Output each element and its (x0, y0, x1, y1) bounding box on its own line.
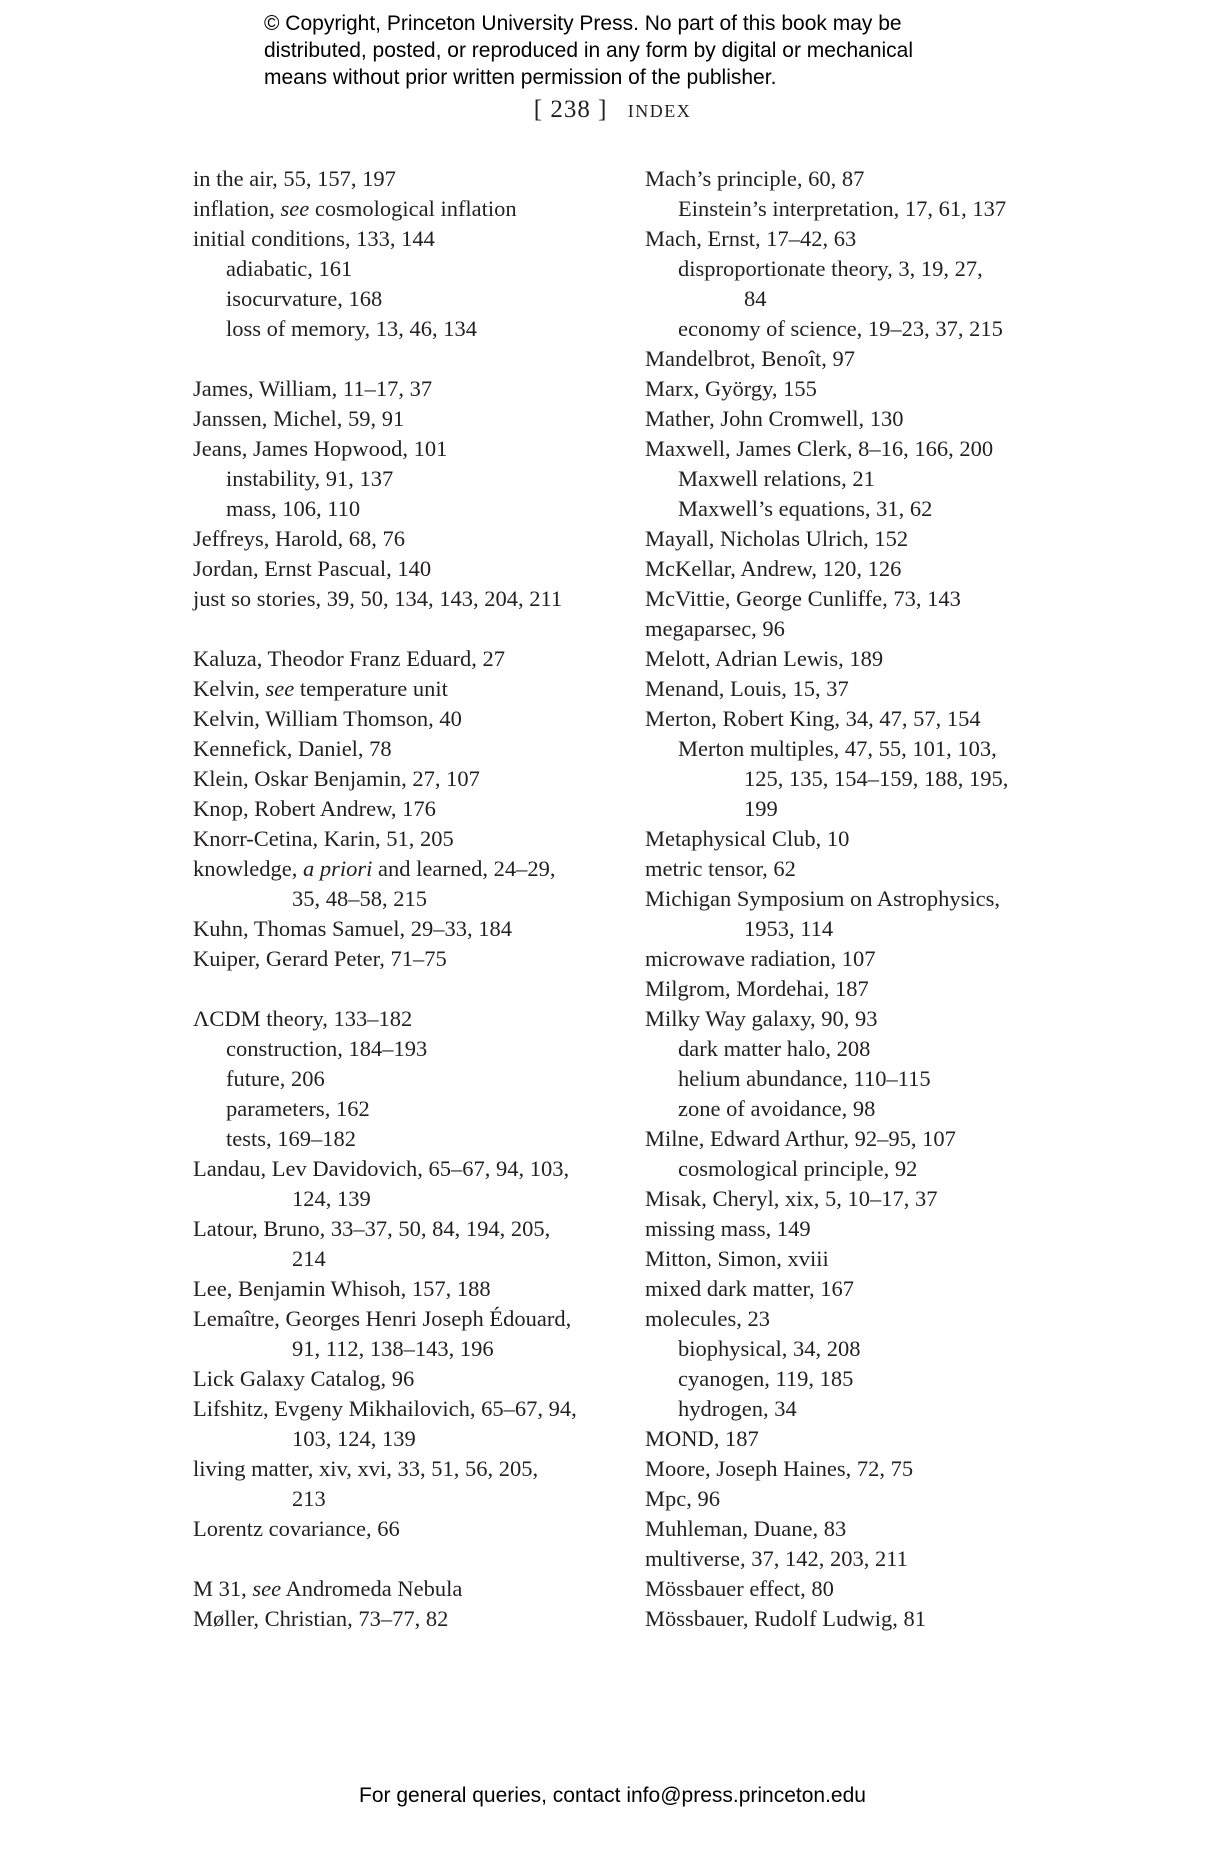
index-subentry: Einstein’s interpretation, 17, 61, 137 (678, 196, 1007, 221)
index-entry: Lorentz covariance, 66 (193, 1516, 400, 1541)
index-entry-continuation: 91, 112, 138–143, 196 (292, 1336, 494, 1361)
entry-text: temperature unit (294, 676, 448, 701)
index-subentry: biophysical, 34, 208 (678, 1336, 861, 1361)
index-entry: initial conditions, 133, 144 (193, 226, 435, 251)
index-subentry: Maxwell’s equations, 31, 62 (678, 496, 933, 521)
index-entry: Mach, Ernst, 17–42, 63 (645, 226, 857, 251)
index-entry: Knop, Robert Andrew, 176 (193, 796, 436, 821)
index-subentry: disproportionate theory, 3, 19, 27, (678, 256, 983, 281)
index-entry: Milne, Edward Arthur, 92–95, 107 (645, 1126, 956, 1151)
index-entry (193, 854, 613, 884)
index-entry (193, 194, 613, 224)
index-entry: McVittie, George Cunliffe, 73, 143 (645, 586, 961, 611)
index-entry: Muhleman, Duane, 83 (645, 1516, 847, 1541)
index-entry: microwave radiation, 107 (645, 946, 876, 971)
index-entry-continuation: 103, 124, 139 (292, 1426, 416, 1451)
index-entry: Melott, Adrian Lewis, 189 (645, 646, 884, 671)
index-entry: Kennefick, Daniel, 78 (193, 736, 392, 761)
index-entry: ΛCDM theory, 133–182 (193, 1006, 413, 1031)
index-entry: Kelvin, William Thomson, 40 (193, 706, 462, 731)
index-entry: Kuhn, Thomas Samuel, 29–33, 184 (193, 916, 512, 941)
index-entry-continuation: 1953, 114 (744, 916, 834, 941)
index-entry: Marx, György, 155 (645, 376, 817, 401)
entry-text: inflation, (193, 196, 281, 221)
index-subentry: instability, 91, 137 (226, 466, 394, 491)
index-entry: Menand, Louis, 15, 37 (645, 676, 849, 701)
index-entry: Lifshitz, Evgeny Mikhailovich, 65–67, 94, (193, 1396, 577, 1421)
index-subentry: zone of avoidance, 98 (678, 1096, 876, 1121)
index-entry-continuation: 84 (744, 286, 767, 311)
index-entry: Misak, Cheryl, xix, 5, 10–17, 37 (645, 1186, 938, 1211)
index-entry-continuation: 199 (744, 796, 778, 821)
index-subentry: construction, 184–193 (226, 1036, 428, 1061)
copyright-line: distributed, posted, or reproduced in any form by digital or mechanical (264, 39, 914, 62)
index-entry: Mather, John Cromwell, 130 (645, 406, 904, 431)
index-entry: Janssen, Michel, 59, 91 (193, 406, 405, 431)
index-subentry: parameters, 162 (226, 1096, 370, 1121)
section-title: index (627, 96, 692, 123)
index-entry: Lee, Benjamin Whisoh, 157, 188 (193, 1276, 491, 1301)
index-entry: multiverse, 37, 142, 203, 211 (645, 1546, 908, 1571)
entry-text: Kelvin, (193, 676, 266, 701)
index-subentry: economy of science, 19–23, 37, 215 (678, 316, 1003, 341)
index-entry: Michigan Symposium on Astrophysics, (645, 886, 1001, 911)
index-entry (193, 1574, 613, 1604)
index-entry: Mpc, 96 (645, 1486, 720, 1511)
index-entry-continuation: 125, 135, 154–159, 188, 195, (744, 766, 1009, 791)
index-entry: Jordan, Ernst Pascual, 140 (193, 556, 432, 581)
index-entry: Maxwell, James Clerk, 8–16, 166, 200 (645, 436, 994, 461)
index-entry: Mandelbrot, Benoît, 97 (645, 346, 855, 371)
index-entry-continuation: 214 (292, 1246, 326, 1271)
index-subentry: mass, 106, 110 (226, 496, 361, 521)
index-entry: megaparsec, 96 (645, 616, 785, 641)
index-entry: Milgrom, Mordehai, 187 (645, 976, 869, 1001)
running-head (0, 96, 1225, 124)
page-number: [ 238 ] (533, 96, 608, 123)
index-entry: Moore, Joseph Haines, 72, 75 (645, 1456, 914, 1481)
index-entry: Kuiper, Gerard Peter, 71–75 (193, 946, 447, 971)
index-entry: McKellar, Andrew, 120, 126 (645, 556, 902, 581)
index-entry: missing mass, 149 (645, 1216, 811, 1241)
index-subentry: cosmological principle, 92 (678, 1156, 918, 1181)
index-entry: Mössbauer effect, 80 (645, 1576, 834, 1601)
index-entry: Lemaître, Georges Henri Joseph Édouard, (193, 1306, 572, 1331)
entry-text: knowledge, (193, 856, 303, 881)
index-subentry: cyanogen, 119, 185 (678, 1366, 854, 1391)
copyright-notice (264, 10, 1024, 91)
index-entry (193, 674, 613, 704)
index-subentry: Merton multiples, 47, 55, 101, 103, (678, 736, 997, 761)
index-subentry: helium abundance, 110–115 (678, 1066, 931, 1091)
index-entry: MOND, 187 (645, 1426, 759, 1451)
index-entry-continuation: 35, 48–58, 215 (292, 886, 427, 911)
index-entry: just so stories, 39, 50, 134, 143, 204, 211 (193, 586, 563, 611)
index-entry: mixed dark matter, 167 (645, 1276, 855, 1301)
index-entry: Mössbauer, Rudolf Ludwig, 81 (645, 1606, 926, 1631)
entry-emphasis: see (252, 1576, 282, 1601)
index-subentry: dark matter halo, 208 (678, 1036, 871, 1061)
footer-contact: For general queries, contact info@press.princeton.edu (359, 1784, 866, 1807)
index-entry: Milky Way galaxy, 90, 93 (645, 1006, 878, 1031)
copyright-line: © Copyright, Princeton University Press. No part of this book may be (264, 12, 902, 35)
entry-text: and learned, 24–29, (372, 856, 556, 881)
index-entry: Lick Galaxy Catalog, 96 (193, 1366, 415, 1391)
entry-text: cosmological inflation (309, 196, 517, 221)
index-entry: Metaphysical Club, 10 (645, 826, 850, 851)
index-subentry: Maxwell relations, 21 (678, 466, 875, 491)
entry-text: Andromeda Nebula (281, 1576, 463, 1601)
index-entry: living matter, xiv, xvi, 33, 51, 56, 205, (193, 1456, 539, 1481)
index-entry: Mitton, Simon, xviii (645, 1246, 829, 1271)
index-entry: Latour, Bruno, 33–37, 50, 84, 194, 205, (193, 1216, 551, 1241)
index-entry: Møller, Christian, 73–77, 82 (193, 1606, 449, 1631)
index-subentry: tests, 169–182 (226, 1126, 357, 1151)
index-entry: James, William, 11–17, 37 (193, 376, 433, 401)
index-entry: Kaluza, Theodor Franz Eduard, 27 (193, 646, 505, 671)
index-entry: molecules, 23 (645, 1306, 770, 1331)
entry-emphasis: a priori (302, 856, 373, 881)
index-entry: Mach’s principle, 60, 87 (645, 166, 865, 191)
entry-emphasis: see (280, 196, 310, 221)
index-entry: metric tensor, 62 (645, 856, 796, 881)
index-subentry: isocurvature, 168 (226, 286, 383, 311)
index-entry-continuation: 124, 139 (292, 1186, 371, 1211)
index-entry: Klein, Oskar Benjamin, 27, 107 (193, 766, 480, 791)
index-entry: Mayall, Nicholas Ulrich, 152 (645, 526, 909, 551)
index-entry: Jeans, James Hopwood, 101 (193, 436, 448, 461)
index-entry-continuation: 213 (292, 1486, 326, 1511)
index-column-left (193, 164, 613, 1634)
index-entry: in the air, 55, 157, 197 (193, 166, 396, 191)
index-entry: Landau, Lev Davidovich, 65–67, 94, 103, (193, 1156, 570, 1181)
index-subentry: hydrogen, 34 (678, 1396, 797, 1421)
index-entry: Knorr-Cetina, Karin, 51, 205 (193, 826, 454, 851)
entry-text: M 31, (193, 1576, 253, 1601)
index-subentry: loss of memory, 13, 46, 134 (226, 316, 478, 341)
index-subentry: adiabatic, 161 (226, 256, 353, 281)
index-entry: Merton, Robert King, 34, 47, 57, 154 (645, 706, 981, 731)
copyright-line: means without prior written permission of the publisher. (264, 66, 777, 89)
index-subentry: future, 206 (226, 1066, 325, 1091)
index-column-right (645, 164, 1065, 1634)
index-entry: Jeffreys, Harold, 68, 76 (193, 526, 406, 551)
entry-emphasis: see (265, 676, 295, 701)
